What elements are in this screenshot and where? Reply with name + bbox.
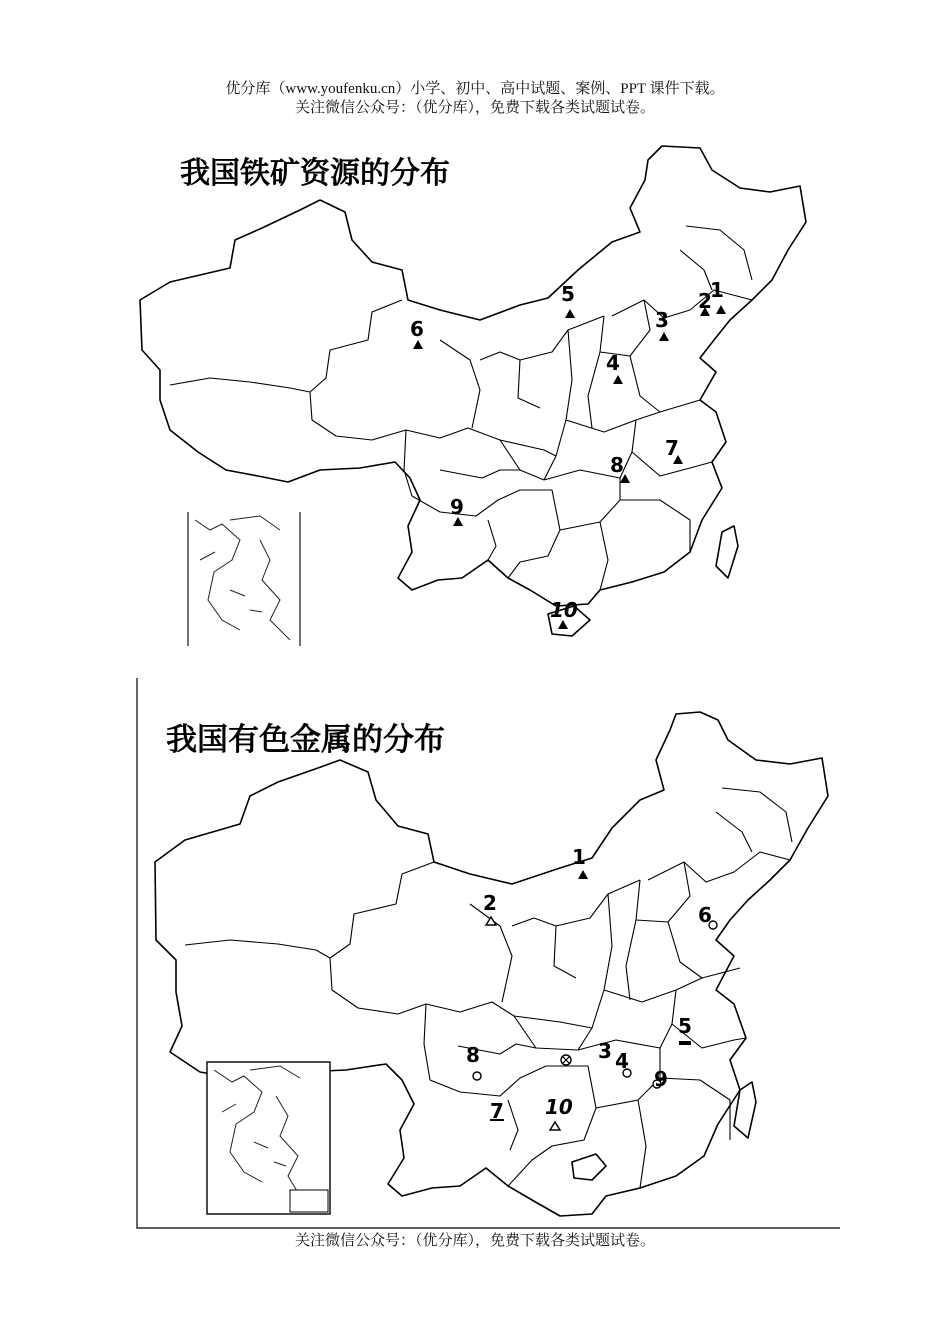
taiwan-1 [716, 526, 738, 578]
metal-marker-8: 8 [466, 1043, 480, 1067]
iron-marker-1: 1 [710, 278, 724, 302]
metal-marker-7: 7 [490, 1099, 504, 1123]
iron-marker-10: 10 [550, 598, 578, 622]
header-line-2: 关注微信公众号：（优分库），免费下载各类试题试卷。 [294, 100, 655, 116]
iron-marker-6: 6 [410, 317, 424, 341]
metal-marker-8-symbol [473, 1072, 481, 1080]
iron-ore-map [140, 146, 806, 646]
iron-marker-7: 7 [665, 436, 679, 460]
metal-marker-5: 5 [678, 1014, 692, 1038]
iron-marker-9: 9 [450, 495, 464, 519]
iron-marker-4: 4 [606, 351, 620, 375]
metal-marker-1: 1 [572, 845, 586, 869]
metal-marker-9: 9 [654, 1067, 668, 1091]
metal-marker-4: 4 [615, 1049, 629, 1073]
iron-marker-3: 3 [655, 308, 669, 332]
metal-marker-6: 6 [698, 903, 712, 927]
nonferrous-map [155, 712, 828, 1216]
header-line-1: 优分库（www.youfenku.cn）小学、初中、高中试题、案例、PPT 课件下载。 [225, 81, 725, 97]
metal-marker-3: 3 [598, 1039, 612, 1063]
nonferrous-map-title: 我国有色金属的分布 [166, 722, 445, 758]
south-sea-inset-1 [188, 512, 300, 646]
metal-marker-5-symbol [679, 1041, 691, 1045]
metal-marker-10: 10 [545, 1095, 573, 1119]
iron-map-title: 我国铁矿资源的分布 [180, 156, 450, 191]
footer-line: 关注微信公众号：（优分库），免费下载各类试题试卷。 [294, 1233, 655, 1249]
south-sea-inset-2 [207, 1062, 330, 1214]
iron-marker-5: 5 [561, 282, 575, 306]
iron-marker-2: 2 [698, 289, 712, 313]
metal-marker-2: 2 [483, 891, 497, 915]
iron-marker-8: 8 [610, 453, 624, 477]
china-outline-1 [140, 146, 806, 606]
